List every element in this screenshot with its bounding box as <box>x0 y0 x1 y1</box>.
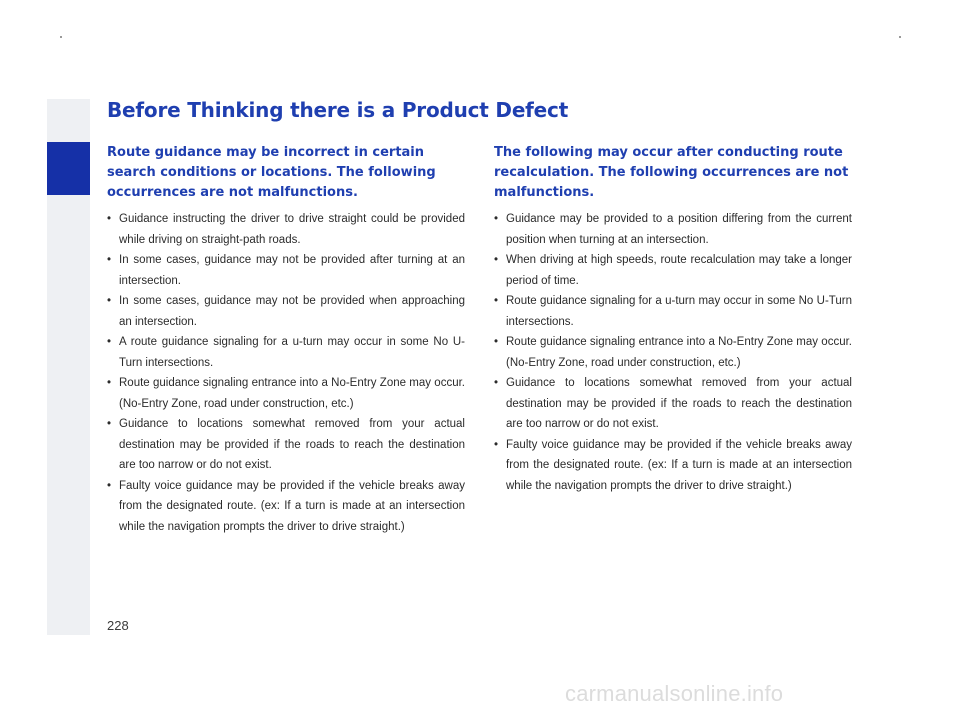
list-item-text: Faulty voice guidance may be provided if the vehicle breaks away from the designated route. (ex: If a turn is made at an intersection while the navigation prompts the driver to drive straight.) <box>506 438 852 492</box>
list-item <box>494 435 852 497</box>
list-item <box>494 209 852 250</box>
list-item-text: In some cases, guidance may not be provided when approaching an intersection. <box>119 295 465 328</box>
watermark: carmanualsonline.info <box>565 681 784 706</box>
list-item-text: Route guidance signaling for a u-turn may occur in some No U-Turn intersections. <box>506 295 852 328</box>
chapter-tab <box>47 142 90 195</box>
bullet-dot-icon: • <box>107 336 112 348</box>
list-item-text: A route guidance signaling for a u-turn may occur in some No U-Turn intersections. <box>119 336 465 369</box>
bullet-dot-icon: • <box>107 295 112 307</box>
bullet-dot-icon: • <box>107 479 112 492</box>
page-title: Before Thinking there is a Product Defect <box>107 98 569 122</box>
bullet-dot-icon: • <box>107 213 112 225</box>
list-item-text: Route guidance signaling entrance into a No-Entry Zone may occur. (No-Entry Zone, road under construction, etc.) <box>506 336 852 369</box>
page-number: 228 <box>107 618 129 633</box>
crop-mark-left <box>60 36 62 38</box>
left-column <box>107 143 465 537</box>
list-item <box>494 291 852 332</box>
list-item <box>107 291 465 332</box>
left-bullet-list <box>107 209 465 537</box>
bullet-dot-icon: • <box>494 438 499 451</box>
list-item <box>494 250 852 291</box>
list-item-text: In some cases, guidance may not be provided after turning at an intersection. <box>119 254 465 287</box>
list-item <box>107 332 465 373</box>
bullet-dot-icon: • <box>107 418 112 430</box>
list-item <box>107 414 465 476</box>
list-item-text: Guidance to locations somewhat removed from your actual destination may be provided if the roads to reach the destination are too narrow or do not exist. <box>119 418 465 471</box>
list-item <box>107 250 465 291</box>
bullet-dot-icon: • <box>494 213 499 225</box>
list-item <box>107 373 465 414</box>
right-column-heading: The following may occur after conducting route recalculation. The following occurrences are not malfunctions. <box>494 145 849 200</box>
bullet-dot-icon: • <box>494 295 499 307</box>
list-item <box>107 476 465 538</box>
list-item <box>494 373 852 435</box>
list-item-text: Guidance to locations somewhat removed from your actual destination may be provided if the roads to reach the destination are too narrow or do not exist. <box>506 377 852 430</box>
right-column <box>494 143 852 496</box>
list-item-text: Faulty voice guidance may be provided if the vehicle breaks away from the designated route. (ex: If a turn is made at an intersection while the navigation prompts the driver to drive straight.) <box>119 479 465 533</box>
bullet-dot-icon: • <box>494 377 499 389</box>
list-item-text: When driving at high speeds, route recalculation may take a longer period of time. <box>506 254 852 287</box>
bullet-dot-icon: • <box>107 254 112 266</box>
left-column-heading: Route guidance may be incorrect in certain search conditions or locations. The following occurrences are not malfunctions. <box>107 145 436 200</box>
list-item-text: Guidance instructing the driver to drive straight could be provided while driving on straight-path roads. <box>119 213 465 246</box>
list-item-text: Guidance may be provided to a position differing from the current position when turning at an intersection. <box>506 213 852 246</box>
list-item <box>107 209 465 250</box>
bullet-dot-icon: • <box>494 254 499 266</box>
right-bullet-list <box>494 209 852 496</box>
bullet-dot-icon: • <box>107 377 112 389</box>
crop-mark-right <box>899 36 901 38</box>
list-item-text: Route guidance signaling entrance into a No-Entry Zone may occur. (No-Entry Zone, road under construction, etc.) <box>119 377 465 410</box>
list-item <box>494 332 852 373</box>
bullet-dot-icon: • <box>494 336 499 348</box>
